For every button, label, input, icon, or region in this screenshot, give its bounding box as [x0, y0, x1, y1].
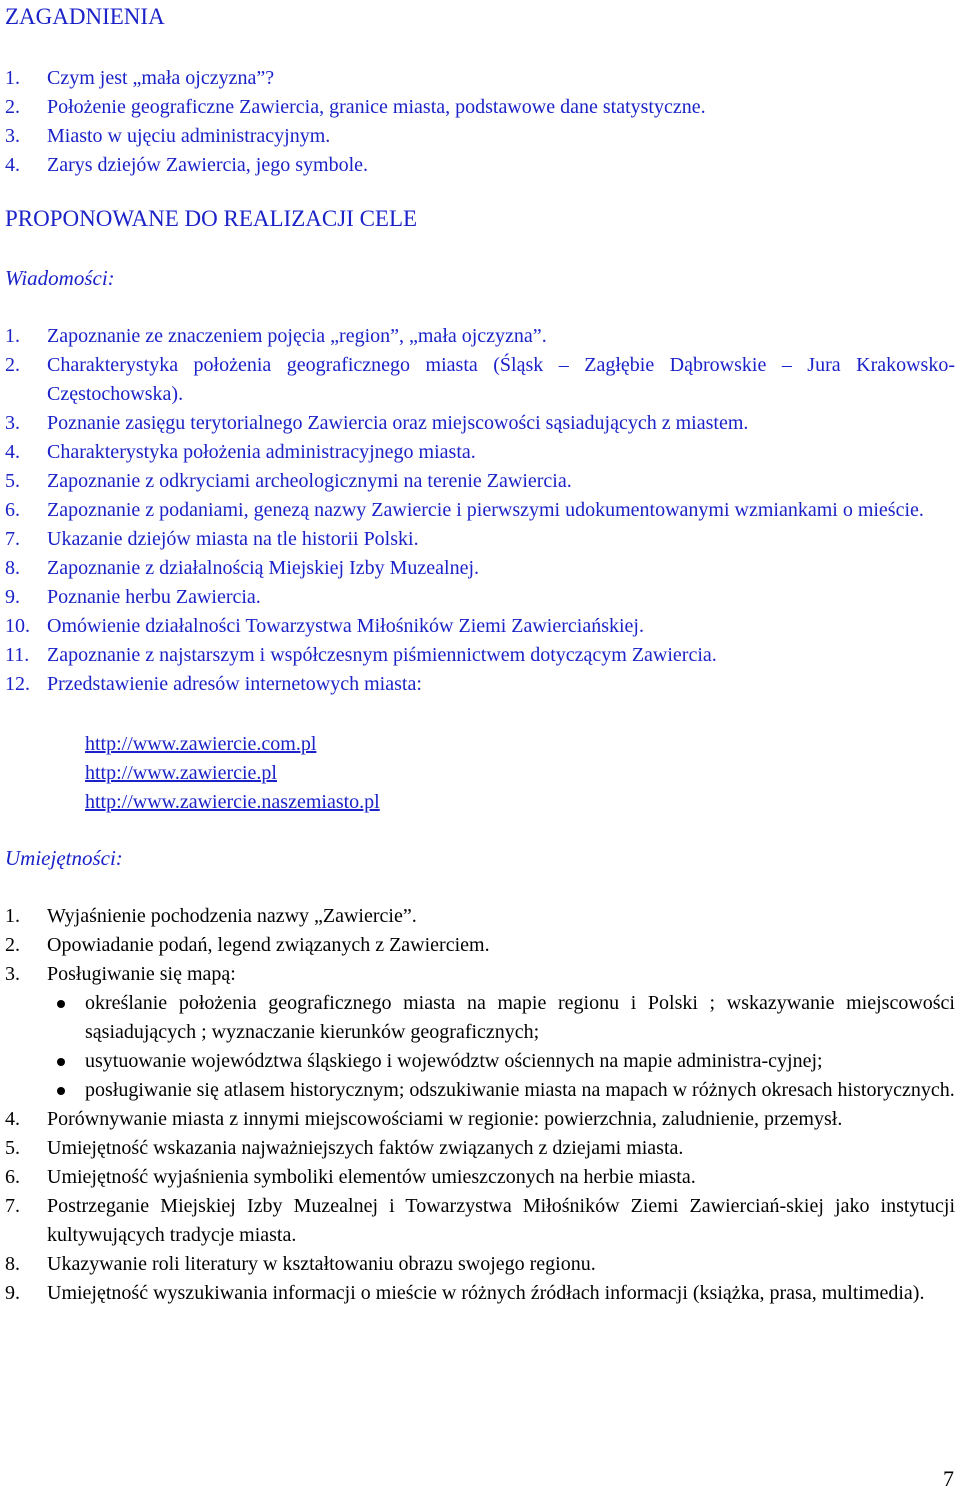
bullet-icon — [57, 1058, 65, 1066]
link-list — [85, 730, 380, 817]
bullet-icon — [57, 1087, 65, 1095]
list-item: 1. Czym jest „mała ojczyzna”? — [5, 67, 275, 89]
list-item: 6. Umiejętność wyjaśnienia symboliki elementów umieszczonych na herbie miasta. — [5, 1166, 696, 1188]
list-item: 7. Postrzeganie Miejskiej Izby Muzealnej i Towarzystwa Miłośników Ziemi Zawierciań-skiej jako instytucji kultywujących tradycje miasta. — [5, 1195, 955, 1246]
website-link[interactable]: http://www.zawiercie.naszemiasto.pl — [85, 791, 380, 813]
list-item: 8. Zapoznanie z działalnością Miejskiej Izby Muzealnej. — [5, 557, 480, 579]
website-link[interactable]: http://www.zawiercie.com.pl — [85, 733, 317, 755]
list-item: 11. Zapoznanie z najstarszym i współczesnym piśmiennictwem dotyczącym Zawiercia. — [5, 644, 717, 666]
bullet-item: usytuowanie województwa śląskiego i województw ościennych na mapie administra-cyjnej; — [45, 1047, 955, 1076]
wiadomosci-title: Wiadomości: — [5, 266, 115, 290]
list-item — [85, 730, 380, 759]
page-number: 7 — [943, 1466, 954, 1491]
list-item — [85, 759, 380, 788]
bullet-item: posługiwanie się atlasem historycznym; odszukiwanie miasta na mapach w różnych okresach historycznych. — [45, 1076, 955, 1105]
list-item: 6. Zapoznanie z podaniami, genezą nazwy Zawiercie i pierwszymi udokumentowanymi wzmiankami o mieście. — [5, 499, 924, 521]
umiejetnosci-list — [5, 902, 955, 1308]
list-item: 4. Zarys dziejów Zawiercia, jego symbole. — [5, 154, 368, 176]
list-item: 1. Wyjaśnienie pochodzenia nazwy „Zawiercie”. — [5, 905, 417, 927]
list-item: 2. Położenie geograficzne Zawiercia, granice miasta, podstawowe dane statystyczne. — [5, 96, 706, 118]
list-item: 10. Omówienie działalności Towarzystwa Miłośników Ziemi Zawierciańskiej. — [5, 615, 644, 637]
umiejetnosci-title: Umiejętności: — [5, 846, 123, 870]
list-item: 3. Poznanie zasięgu terytorialnego Zawiercia oraz miejscowości sąsiadujących z miastem. — [5, 412, 749, 434]
list-item: 5. Umiejętność wskazania najważniejszych faktów związanych z dziejami miasta. — [5, 1137, 684, 1159]
list-item — [85, 788, 380, 817]
list-item: 9. Poznanie herbu Zawiercia. — [5, 586, 261, 608]
zagadnienia-list — [5, 64, 955, 180]
list-item: 7. Ukazanie dziejów miasta na tle historii Polski. — [5, 528, 419, 550]
list-item: 4. Porównywanie miasta z innymi miejscowościami w regionie: powierzchnia, zaludnienie, przemysł. — [5, 1108, 843, 1130]
map-skill-bullets — [45, 989, 955, 1105]
list-item: 4. Charakterystyka położenia administracyjnego miasta. — [5, 441, 476, 463]
wiadomosci-list — [5, 322, 955, 699]
list-item: 12. Przedstawienie adresów internetowych miasta: — [5, 673, 422, 695]
list-item: 5. Zapoznanie z odkryciami archeologicznymi na terenie Zawiercia. — [5, 470, 572, 492]
list-item: 8. Ukazywanie roli literatury w kształtowaniu obrazu swojego regionu. — [5, 1253, 596, 1275]
list-item: 9. Umiejętność wyszukiwania informacji o mieście w różnych źródłach informacji (książka, prasa, multimedia). — [5, 1282, 925, 1304]
list-item: 3. Posługiwanie się mapą: określanie położenia geograficznego miasta na mapie regionu i Polski ; wskazywanie miejscowości sąsiadujących ; wyznaczanie kierunków geograficznych; usytuowanie województwa śląskiego i województw ościennych na mapie administra-cyjnej; posługiwanie się atlasem historycznym; odszukiwanie miasta na mapach w różnych okresach historycznych. — [5, 960, 955, 1105]
list-item: 3. Miasto w ujęciu administracyjnym. — [5, 125, 331, 147]
list-item: 2. Opowiadanie podań, legend związanych z Zawierciem. — [5, 934, 490, 956]
bullet-item: określanie położenia geograficznego miasta na mapie regionu i Polski ; wskazywanie miejscowości sąsiadujących ; wyznaczanie kierunków geograficznych; — [45, 989, 955, 1047]
bullet-icon — [57, 1000, 65, 1008]
website-link[interactable]: http://www.zawiercie.pl — [85, 762, 277, 784]
zagadnienia-title: ZAGADNIENIA — [5, 4, 165, 29]
list-item: 2. Charakterystyka położenia geograficznego miasta (Śląsk – Zagłębie Dąbrowskie – Jura Krakowsko-Częstochowska). — [5, 354, 955, 405]
list-item: 1. Zapoznanie ze znaczeniem pojęcia „region”, „mała ojczyzna”. — [5, 325, 547, 347]
cele-title: PROPONOWANE DO REALIZACJI CELE — [5, 206, 418, 231]
